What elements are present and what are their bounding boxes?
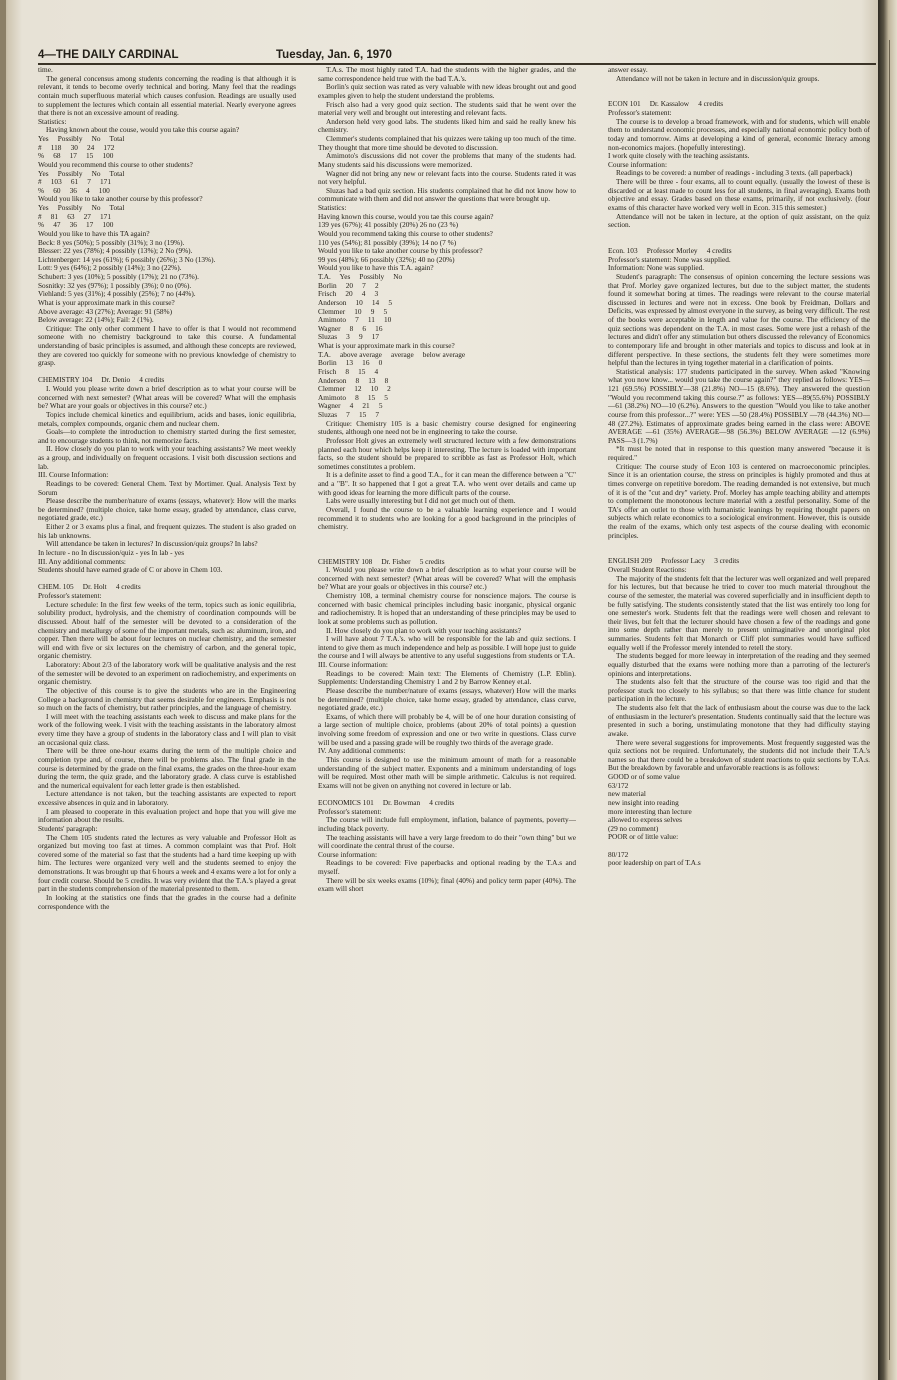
stat-row: Frisch 8 15 4 bbox=[318, 366, 379, 376]
binding-edge bbox=[0, 0, 6, 1380]
column-spacer bbox=[608, 83, 870, 92]
masthead-date: Tuesday, Jan. 6, 1970 bbox=[276, 49, 392, 61]
paragraph: The course will include full employment, inflation, balance of payments, poverty—including black poverty. bbox=[318, 815, 576, 833]
paragraph: Lecture schedule: In the first few weeks of the term, topics such as ionic equilibria, solubility product, hydrolysis, and the chemistry of coordination compounds will be discussed. About half of the semester will be devoted to a consideration of the chemistry and metallurgy of some of the important metals, such as: aluminum, iron, and copper. Then there will be about four lectures on nuclear chemistry, and the semester will end with five or six lectures on the chemistry of carbon, and the general topic, organic chemistry. bbox=[38, 599, 296, 661]
paragraph: poor leadership on part of T.A.s bbox=[608, 858, 701, 868]
paragraph: Students should have earned grade of C or above in Chem 103. bbox=[38, 565, 223, 575]
paragraph: Readings to be covered: a number of readings - including 3 texts. (all paperback) bbox=[616, 168, 853, 178]
course-heading: CHEM. 105 Dr. Holt 4 credits bbox=[38, 582, 141, 592]
stat-row: Wagner 8 6 16 bbox=[318, 323, 383, 333]
stat-row: Yes Possibly No Total bbox=[38, 203, 125, 212]
paragraph: Please describe the number/nature of exams (essays, whatever): How will the marks be determined? (multiple choice, take home essay, graded by attendance, class curve, negotiated grade, etc.) bbox=[38, 496, 296, 523]
paragraph: Chemistry 108, a terminal chemistry course for nonscience majors. The course is concerned with basic chemical principles including basic inorganic, physical organic and radiochemistry. It is hoped that an understanding of these principles may be used to look at some problems such as pollution. bbox=[318, 591, 576, 626]
paragraph: Would you recommend this course to other students? bbox=[38, 159, 193, 169]
paragraph: Lott: 9 yes (64%); 2 possibly (14%); 3 no (22%). bbox=[38, 263, 182, 273]
paragraph: Below average: 22 (14%); Fail: 2 (1%). bbox=[38, 315, 154, 325]
paragraph: There will be three - four exams, all to count equally. (usually the lowest of these is discarded or at least made to count less for all students, in final averaging). Exams both objective and essay. Grades based on these exams, primarily, if not exclusively. (four exams of this character have worked very well in Econ. 315 this semester.) bbox=[608, 177, 870, 212]
paragraph: 110 yes (54%); 81 possibly (39%); 14 no (7 %) bbox=[318, 237, 457, 247]
paragraph: There were several suggestions for improvements. Most frequently suggested was the quiz sections not be required. Unfortunately, the students did not include their T.A.'s names so that there could be a breakdown of student reactions to quiz sections by T.A.s. But the breakdown by favorable and unfavorable reactions is as follows: bbox=[608, 737, 870, 773]
paragraph: There will be three one-hour exams during the term of the multiple choice and completion type and, of course, there will be problems also. The final grade in the course is determined by the grade on the final exams, the grades on the three-hour exam during the term, the quiz grade, and the laboratory grade. A class curve is established and the numerical equivalent for each letter grade is then established. bbox=[38, 746, 296, 790]
paragraph: The objective of this course is to give the students who are in the Engineering College a background in chemistry that seems desirable for engineers. Emphasis is not so much on the facts of chemistry, but rather principles, and the language of chemistry. bbox=[38, 685, 296, 713]
paragraph: Critique: The only other comment I have to offer is that I would not recommend someone with no chemistry background to take this course. A fundamental understanding of basic principles is assumed, and although these concepts are reviewed, they are covered too quickly for someone with no previous knowledge of chemistry to grasp. bbox=[38, 323, 296, 368]
column-3 bbox=[608, 66, 870, 1366]
paragraph: POOR or of little value: bbox=[608, 832, 679, 842]
course-heading: ECON 101 Dr. Kassalow 4 credits bbox=[608, 99, 724, 109]
paragraph: Would you like to take another course by this professor? bbox=[318, 246, 483, 256]
stat-row: Anderson 8 13 8 bbox=[318, 375, 389, 385]
stat-row: T.A. Yes Possibly No bbox=[318, 272, 403, 281]
paragraph: Wagner did not bring any new or relevant facts into the course. Students rated it was not very helpful. bbox=[318, 168, 576, 187]
stat-row: Borlin 20 7 2 bbox=[318, 280, 379, 290]
course-heading: CHEMISTRY 108 Dr. Fisher 5 credits bbox=[318, 556, 445, 566]
paragraph: There will be six weeks exams (10%); final (40%) and policy term paper (40%). The exam will short bbox=[318, 875, 576, 894]
paragraph: Would you like to have this TA again? bbox=[38, 228, 150, 238]
paragraph: Blesser: 22 yes (78%); 4 possibly (13%); 2 No (9%). bbox=[38, 246, 193, 256]
paragraph: What is your approximate mark in this course? bbox=[318, 341, 455, 350]
paragraph: III. Any additional comments: bbox=[38, 556, 126, 566]
adjacent-page-line bbox=[889, 40, 897, 1360]
paragraph: T.A.s. The most highly rated T.A. had the students with the higher grades, and the same correspondence held true with the bad T.A.'s. bbox=[318, 66, 576, 83]
stat-row: Sluzas 3 9 17 bbox=[318, 332, 380, 342]
paragraph: Having known about the couse, would you take this course again? bbox=[46, 125, 240, 135]
stat-row: T.A. above average average below average bbox=[318, 349, 466, 359]
paragraph: Viehland: 5 yes (31%); 4 possibly (25%); 7 no (44%). bbox=[38, 289, 196, 299]
paragraph: The general concensus among students concerning the reading is that although it is relevant, it tends to become overly technical and boring. Many feel that the readings contain much superfluous material which causes confusion. Readings are usually used to supplement the lectures which contain all essential material. Nearly everyone agrees that there is not an excessive amount of reading. bbox=[38, 73, 296, 118]
paragraph: The teaching assistants will have a very large freedom to do their "own thing" but we will coordinate the central thrust of the course. bbox=[318, 832, 576, 851]
column-spacer bbox=[318, 532, 576, 541]
paragraph: I. Would you please write down a brief description as to what your course will be concerned with next semester? (What areas will be covered? What will the emphasis be? What are your goals or objectives in this course? etc.) bbox=[318, 565, 576, 592]
paragraph: I will have about 7 T.A.'s. who will be responsible for the lab and quiz sections. I intend to give them as much independence and help as possible. I will hope just to guide the course and I will always be attentive to any useful suggestions from students or T.A. bbox=[318, 634, 576, 661]
paragraph: Critique: Chemistry 105 is a basic chemistry course designed for engineering students, although one need not be in engineering to take the course. bbox=[318, 418, 576, 437]
paragraph: 63/172 bbox=[608, 780, 629, 790]
stat-row: % 60 36 4 100 bbox=[38, 185, 110, 195]
paragraph: 99 yes (48%); 66 possibly (32%); 40 no (20%) bbox=[318, 254, 455, 264]
stat-row: Wagner 4 21 5 bbox=[318, 401, 383, 411]
paragraph: Critique: The course study of Econ 103 is centered on macroeconomic principles. Since it is an orientation course, the stress on principles is highly promoted and thus at times converge on repetitive boredom. The reading demanded is not extensive, but much of it is of the "cut and dry" variety. Prof. Morley has ample teaching ability and attempts to complement the monotonous lecture material with a zestful personality. Some of the TA's offer an outlet to those with humanistic leanings by requiring thought papers on subjects which relate economics to a sociological environment. However, this is outside the realm of the exams, which only test aspects of the course dealing with economic principles. bbox=[608, 461, 870, 540]
paragraph: 80/172 bbox=[608, 849, 629, 859]
column-spacer bbox=[318, 540, 576, 549]
stat-row: Amimoto 7 11 10 bbox=[318, 315, 392, 325]
paragraph: Laboratory: About 2/3 of the laboratory work will be qualitative analysis and the rest of the semester will be devoted to an experiment on radiochemistry, and experiments on organic chemistry. bbox=[38, 660, 296, 687]
stat-row: Frisch 20 4 3 bbox=[318, 289, 379, 299]
paragraph: Statistics: bbox=[38, 116, 67, 126]
paragraph: Anderson held very good labs. The students liked him and said he really knew his chemistry. bbox=[318, 116, 576, 135]
paragraph: Goals—to complete the introduction to chemistry started during the first semester, and to encourage students to think, not memorize facts. bbox=[38, 427, 296, 445]
stat-row: # 103 61 7 171 bbox=[38, 177, 111, 187]
paragraph: Lecture attendance is not taken, but the teaching assistants are expected to report excessive absences in quiz and in laboratory. bbox=[38, 789, 296, 808]
paragraph: Course information: bbox=[608, 159, 667, 169]
paragraph: Sluzas had a bad quiz section. His students complained that he did not know how to communicate with them and did not answer the questions that were brought up. bbox=[318, 185, 576, 204]
paragraph: Professor's statement: bbox=[608, 108, 672, 118]
paragraph: allowed to express selves bbox=[608, 815, 682, 825]
paragraph: Student's paragraph: The consensus of opinion concerning the lecture sessions was that Prof. Morley gave organized lectures, but due to the subject matter, the students found it somewhat boring at times. The readings were relevant to the course material discussed in lectures and were not in excess. One book by Freidman, Dollars and Deficits, was expressed by almost everyone in the survey, as being very difficult. The rest of the books were acceptable in length and value for the course. The efficiency of the quiz sections was dependent on the T.A. in most cases. Some were just a rehash of the lectures and didn't offer any stimulation but others discussed the relevancy of Economics to contemporary life and brought in other materials and topics to discuss and look at in different perspective. In these sections, the students felt they were sometimes more helpful than the lectures in tying together material in a clarification of points. bbox=[608, 271, 870, 368]
paragraph: Readings to be covered: General Chem. Text by Mortimer. Qual. Analysis Text by Sorum bbox=[38, 478, 296, 497]
paragraph: Statistical analysis: 177 students participated in the survey. When asked "Knowing what you now know... would you take the course again?" they replied as follows: YES—121 (69.5%) POSSIBLY—38 (21.8%) NO—15 (8.6%). They answered the question "Would you recommend taking this course.?" as follows: YES—89(55.6%) POSSIBLY—61 (38.2%) NO—10 (6.2%). Answers to the question "Would you like to take another course from this professor...?" were: YES —50 (28.4%) POSSIBLY —78 (44.3%) NO—48 (27.2%). Estimates of approximate grades being earned in the class were: ABOVE AVERAGE —61 (35%) AVERAGE—98 (56.3%) BELOW AVERAGE —12 (6.9%) PASS—3 (1.7%) bbox=[608, 366, 870, 445]
paragraph: Students' paragraph: bbox=[38, 823, 98, 833]
paragraph: The Chem 105 students rated the lectures as very valuable and Professor Holt as organized but moving too fast at times. A common complaint was that Prof. Holt covered some of the material so fast that the students had a hard time keeping up with him. The lectures were organized very well and the students seemed to enjoy the demonstrations. It was brought up that 6 hours a week and 4 exams were a lot for only a four credit course. Should be 5 credits. It was very evident that the T.A.'s played a great part in the students comprehension of the material presented to them. bbox=[38, 832, 296, 894]
paragraph: Readings to be covered: Five paperbacks and optional reading by the T.A.s and myself. bbox=[318, 858, 576, 876]
paragraph: The students also felt that the structure of the course was too rigid and that the professor stuck too closely to his syllabus; so that there was little chance for student participation in the lecture. bbox=[608, 677, 870, 704]
stat-row: Sluzas 7 15 7 bbox=[318, 410, 380, 419]
paragraph: Topics include chemical kinetics and equilibrium, acids and bases, ionic equilibria, metals, complex compounds, organic chem and nuclear chem. bbox=[38, 409, 296, 428]
paragraph: new insight into reading bbox=[608, 797, 679, 807]
column-spacer bbox=[608, 842, 870, 851]
stat-row: Yes Possibly No Total bbox=[38, 134, 125, 143]
paragraph: The students also felt that the lack of enthusiasm about the course was due to the lack of enthusiasm in the lecturer's presentation. Students continually said that the lecture was presented in such a boring, unstimulating monotone that they had difficulty staying awake. bbox=[608, 703, 870, 738]
course-heading: ENGLISH 209 Professor Lacy 3 credits bbox=[608, 556, 740, 566]
stat-row: # 118 30 24 172 bbox=[38, 142, 115, 152]
paragraph: Attendance will not be taken in lecture, at the option of quiz assistant, on the quiz section. bbox=[608, 211, 870, 230]
paragraph: Statistics: bbox=[318, 203, 347, 212]
stat-row: Amimoto 8 15 5 bbox=[318, 392, 388, 402]
paragraph: Frisch also had a very good quiz section. The students said that he went over the material very well and brought out interesting and relevant facts. bbox=[318, 99, 576, 118]
paragraph: I will meet with the teaching assistants each week to discuss and make plans for the work of the following week. I visit with the teaching assistants in the laboratory almost every time they have a group of students in the laboratory class and I will plan to visit an occasional quiz class. bbox=[38, 711, 296, 747]
paragraph: Sosnitky: 32 yes (97%); 1 possibly (3%); 0 no (0%). bbox=[38, 280, 192, 290]
paragraph: Either 2 or 3 exams plus a final, and frequent quizzes. The student is also graded on his lab unknowns. bbox=[38, 522, 296, 540]
paragraph: Labs were usually interesting but I did not get much out of them. bbox=[326, 496, 516, 506]
paragraph: The students begged for more leeway in interpretation of the reading and they seemed equally disturbed that the exams were nothing more than a parroting of the lecturer's opinions and interpretations. bbox=[608, 651, 870, 678]
paragraph: I. Would you please write down a brief description as to what your course will be concerned with next semester? (What areas will be covered? What will the emphasis be? What are your goals or objectives in this course? etc.) bbox=[38, 384, 296, 411]
masthead-rule bbox=[38, 63, 876, 65]
paragraph: In looking at the statistics one finds that the grades in the course had a definite correspondence with the bbox=[38, 892, 296, 911]
paragraph: This course is designed to use the minimum amount of math for a reasonable understanding of the subject matter. Exponents and a minimum understanding of logs will be required. Most other math will be simple arithmetic. Calculus is not required. Exams will not be given on anything not covered in lecture or lab. bbox=[318, 754, 576, 790]
paragraph: Please describe the number/nature of exams (essays, whatever) How will the marks be determined? (multiple choice, take home essay, graded by attendance, class curve, negotiated grade, etc.) bbox=[318, 685, 576, 713]
paragraph: The course is to develop a broad framework, with and for students, which will enable them to understand economic processes, and especially national economic policy both of today and tomorrow. Aims at developing a kind of general, economic literacy among non-economics majors. (hopefully interesting). bbox=[608, 116, 870, 152]
paragraph: IV. Any additional comments: bbox=[318, 746, 406, 756]
stat-row: % 47 36 17 100 bbox=[38, 220, 114, 230]
paragraph: more interesting than lecture bbox=[608, 806, 692, 816]
paragraph: Professor's statement: bbox=[38, 591, 102, 601]
column-1 bbox=[38, 66, 296, 1366]
paragraph: Lichtenberger: 14 yes (61%); 6 possibly (26%); 3 No (13%). bbox=[38, 254, 216, 264]
paragraph: 139 yes (67%); 41 possibly (20%) 26 no (23 %) bbox=[318, 220, 459, 230]
column-2 bbox=[318, 66, 576, 1366]
paragraph: I am pleased to cooperate in this evaluation project and hope that you will give me information about the results. bbox=[38, 806, 296, 825]
paragraph: What is your approximate mark in this course? bbox=[38, 297, 175, 307]
paragraph: Professor's statement: None was supplied. bbox=[608, 254, 731, 264]
paragraph: Clemmer's students complained that his quizzes were taking up too much of the time. They thought that more time should be devoted to discussion. bbox=[318, 134, 576, 152]
stat-row: Clemmer 12 10 2 bbox=[318, 384, 391, 394]
paragraph: Exams, of which there will probably be 4, will be of one hour duration consisting of a large section of multiple choice, problems (about 20% of total points) a question involving some freedom of expression and one or two write in questions. Class curve will be used and a passing grade will be roughly two thirds of the average grade. bbox=[318, 711, 576, 747]
paragraph: Attendance will not be taken in lecture and in discussion/quiz groups. bbox=[616, 73, 820, 83]
paragraph: Amimoto's discussions did not cover the problems that many of the students had. Many students said his discussions were memorized. bbox=[318, 151, 576, 169]
stat-row: Yes Possibly No Total bbox=[38, 168, 125, 178]
paragraph: Beck: 8 yes (50%); 5 possibly (31%); 3 no (19%). bbox=[38, 237, 185, 247]
paragraph: Schubert: 3 yes (10%); 5 possibly (17%); 21 no (73%). bbox=[38, 272, 199, 281]
paragraph: (29 no comment) bbox=[608, 823, 659, 833]
stat-row: Clemmer 10 9 5 bbox=[318, 306, 388, 316]
paragraph: II. How closely do you plan to work with your teaching assistants? We meet weekly as a group, and individually on frequent occasions. I visit both discussion sections and lab. bbox=[38, 444, 296, 471]
paragraph: It is a definite asset to find a good T.A., for it can mean the difference between a "C" and a "B". It so happened that I got a great T.A. who went over details and came up with good ideas for learning the more difficult parts of the course. bbox=[318, 470, 576, 497]
column-spacer bbox=[608, 540, 870, 549]
paragraph: Will attendance be taken in lectures? In discussion/quiz groups? In labs? bbox=[46, 539, 258, 549]
paragraph: answer essay. bbox=[608, 66, 648, 74]
paragraph: Having known this course, would you tae this course again? bbox=[318, 211, 494, 221]
paragraph: Borlin's quiz section was rated as very valuable with new ideas brought out and good examples given to help the student understand the problems. bbox=[318, 82, 576, 100]
paragraph: Professor's statement: bbox=[318, 806, 382, 816]
paragraph: Above average: 43 (27%); Average: 91 (58%) bbox=[38, 306, 172, 316]
paragraph: In lecture - no In discussion/quiz - yes In lab - yes bbox=[38, 547, 185, 557]
paragraph: Readings to be covered: Main text: The Elements of Chemistry (L.P. Eblin). Supplements: Understanding Chemistry 1 and 2 by Barrow Kenney et.al. bbox=[318, 668, 576, 687]
paragraph: GOOD or of some value bbox=[608, 772, 680, 782]
paragraph: time. bbox=[38, 66, 53, 74]
stat-row: # 81 63 27 171 bbox=[38, 211, 111, 221]
paragraph: The majority of the students felt that the lecturer was well organized and well prepared for his lectures, but that because he tried to cover too much material throughout the course of the semester, the material was covered superficially and in insufficient depth to be fully satisfying. The students consistently stated that the list was entirely too long for one semester's work. Students felt that the readings were well chosen and relevant to their lives, but felt that the lecturer should have chosen a few of the readings and gone into some depth rather than merely to present unimaginative and unoriginal plot summaries. Students felt that Monarch or Cliff plot summaries would have sufficed equally well if the Professor merely intended to retell the story. bbox=[608, 573, 870, 652]
paragraph: Information: None was supplied. bbox=[608, 263, 705, 273]
stat-row: Anderson 10 14 5 bbox=[318, 297, 392, 307]
course-heading: ECONOMICS 101 Dr. Bowman 4 credits bbox=[318, 798, 455, 807]
paragraph: Would you recommend taking this course to other students? bbox=[318, 228, 493, 238]
column-spacer bbox=[608, 230, 870, 239]
masthead-title: 4—THE DAILY CARDINAL bbox=[38, 49, 179, 61]
paragraph: Course information: bbox=[318, 849, 377, 859]
paragraph: Overall, I found the course to be a valuable learning experience and I would recommend it to students who are looking for a good background in the principles of chemistry. bbox=[318, 504, 576, 532]
paragraph: III. Course information: bbox=[318, 660, 388, 670]
paragraph: Overall Student Reactions: bbox=[608, 565, 687, 575]
paragraph: Would you like to take another course by this professor? bbox=[38, 194, 203, 204]
paragraph: II. How closely do you plan to work with your teaching assistants? bbox=[326, 625, 521, 635]
course-heading: Econ. 103 Professor Morley 4 credits bbox=[608, 246, 732, 255]
paragraph: Would you like to have this T.A. again? bbox=[318, 263, 434, 273]
course-heading: CHEMISTRY 104 Dr. Denio 4 credits bbox=[38, 375, 165, 385]
paragraph: *It must be noted that in response to this question many answered "because it is required." bbox=[608, 444, 870, 462]
stat-row: % 68 17 15 100 bbox=[38, 151, 114, 161]
paragraph: Professor Holt gives an extremely well structured lecture with a few demonstrations planned each hour which helps keep it interesting. The lecture is loaded with important facts, so the student should be prepared to scribble as fast as Professor Holt, which sometimes constitutes a problem. bbox=[318, 435, 576, 471]
stat-row: Borlin 13 16 0 bbox=[318, 358, 383, 368]
paragraph: I work quite closely with the teaching assistants. bbox=[608, 151, 750, 161]
paragraph: III. Course Information: bbox=[38, 470, 109, 480]
paragraph: new material bbox=[608, 789, 646, 799]
